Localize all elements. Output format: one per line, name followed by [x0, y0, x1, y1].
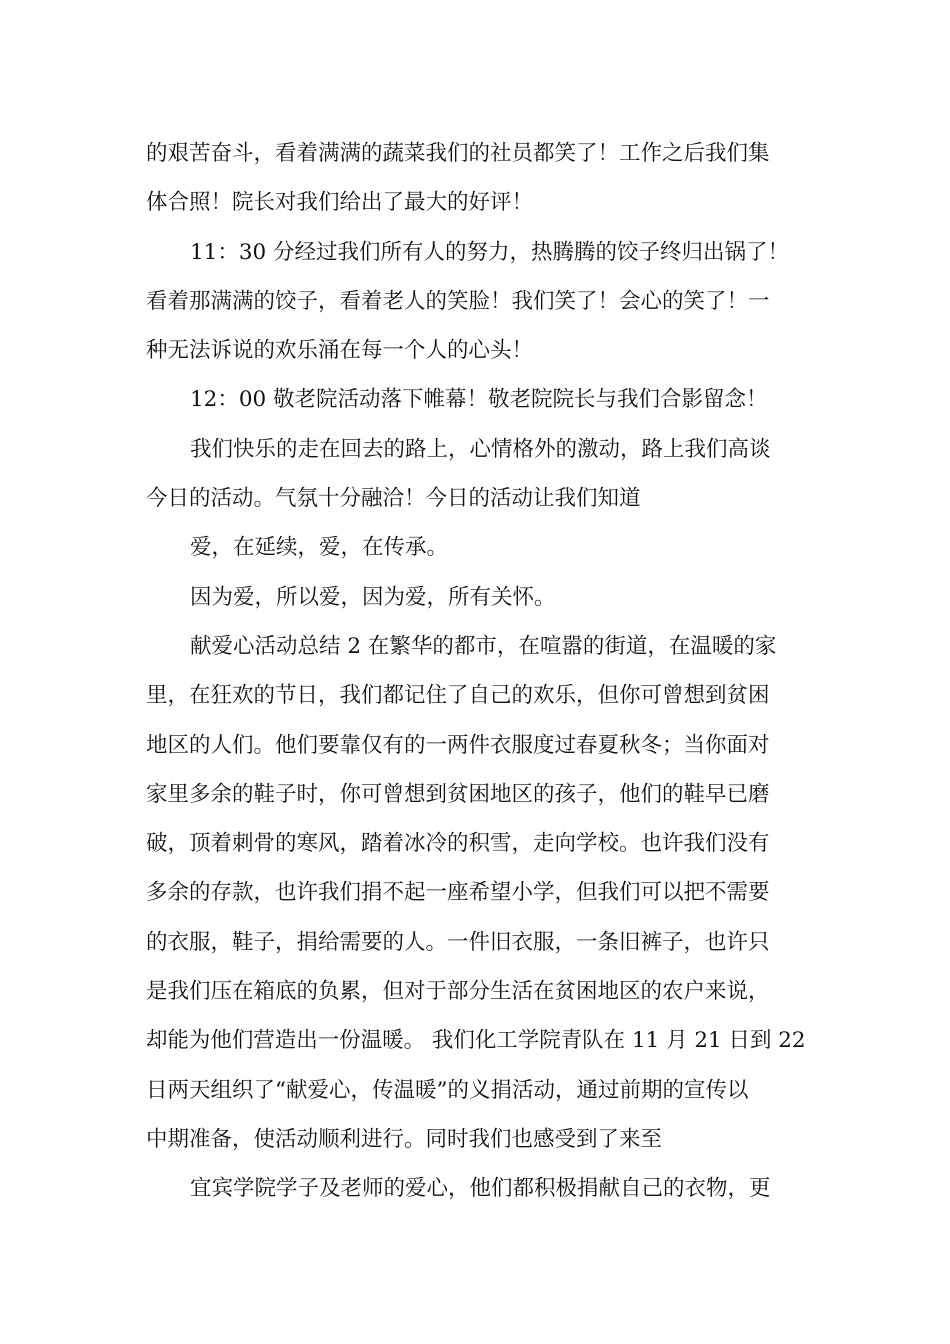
paragraph: [146, 523, 806, 572]
document-body: [146, 129, 806, 1214]
text-line: 却能为他们营造出一份温暖。 我们化工学院青队在 11 月 21 日到 22: [146, 1028, 806, 1054]
text-line: 爱，在延续，爱，在传承。: [190, 535, 449, 561]
paragraph: [146, 228, 806, 376]
text-line: 今日的活动。气氛十分融洽！今日的活动让我们知道: [146, 486, 641, 512]
text-line: 宜宾学院学子及老师的爱心，他们都积极捐献自己的衣物，更: [190, 1176, 771, 1202]
paragraph: [146, 573, 806, 622]
paragraph: [146, 622, 806, 1164]
text-line: 的艰苦奋斗，看着满满的蔬菜我们的社员都笑了！工作之后我们集: [146, 141, 770, 166]
text-line: 的衣服，鞋子，捐给需要的人。一件旧衣服，一条旧裤子，也许只: [146, 929, 770, 955]
paragraph: [146, 1164, 806, 1213]
text-line: 是我们压在箱底的负累，但对于部分生活在贫困地区的农户来说，: [146, 979, 770, 1005]
text-line: 因为爱，所以爱，因为爱，所有关怀。: [190, 584, 556, 610]
text-line: 我们快乐的走在回去的路上，心情格外的激动，路上我们高谈: [190, 436, 771, 462]
text-line: 体合照！院长对我们给出了最大的好评！: [146, 190, 534, 216]
text-line: 12：00 敬老院活动落下帷幕！敬老院院长与我们合影留念！: [190, 387, 768, 413]
text-line: 里，在狂欢的节日，我们都记住了自己的欢乐，但你可曾想到贫困: [146, 683, 770, 709]
text-line: 多余的存款，也许我们捐不起一座希望小学，但我们可以把不需要: [146, 880, 770, 906]
text-line: 破，顶着刺骨的寒风，踏着冰冷的积雪，走向学校。也许我们没有: [146, 831, 770, 857]
text-line: 看着那满满的饺子，看着老人的笑脸！我们笑了！会心的笑了！一: [146, 288, 770, 314]
paragraph: [146, 375, 806, 424]
text-line: 中期准备，使活动顺利进行。同时我们也感受到了来至: [146, 1126, 663, 1152]
text-line: 日两天组织了“献爱心，传温暖”的义捐活动，通过前期的宣传以: [146, 1077, 749, 1103]
text-line: 种无法诉说的欢乐涌在每一个人的心头！: [146, 338, 534, 364]
text-line: 地区的人们。他们要靠仅有的一两件衣服度过春夏秋冬；当你面对: [146, 732, 770, 758]
text-line: 献爱心活动总结 2 在繁华的都市，在喧嚣的街道，在温暖的家: [190, 633, 777, 659]
text-line: 家里多余的鞋子时，你可曾想到贫困地区的孩子，他们的鞋早已磨: [146, 781, 770, 807]
paragraph: [146, 425, 806, 524]
text-line: 11：30 分经过我们所有人的努力，热腾腾的饺子终归出锅了！: [190, 239, 790, 265]
paragraph: [146, 129, 806, 228]
